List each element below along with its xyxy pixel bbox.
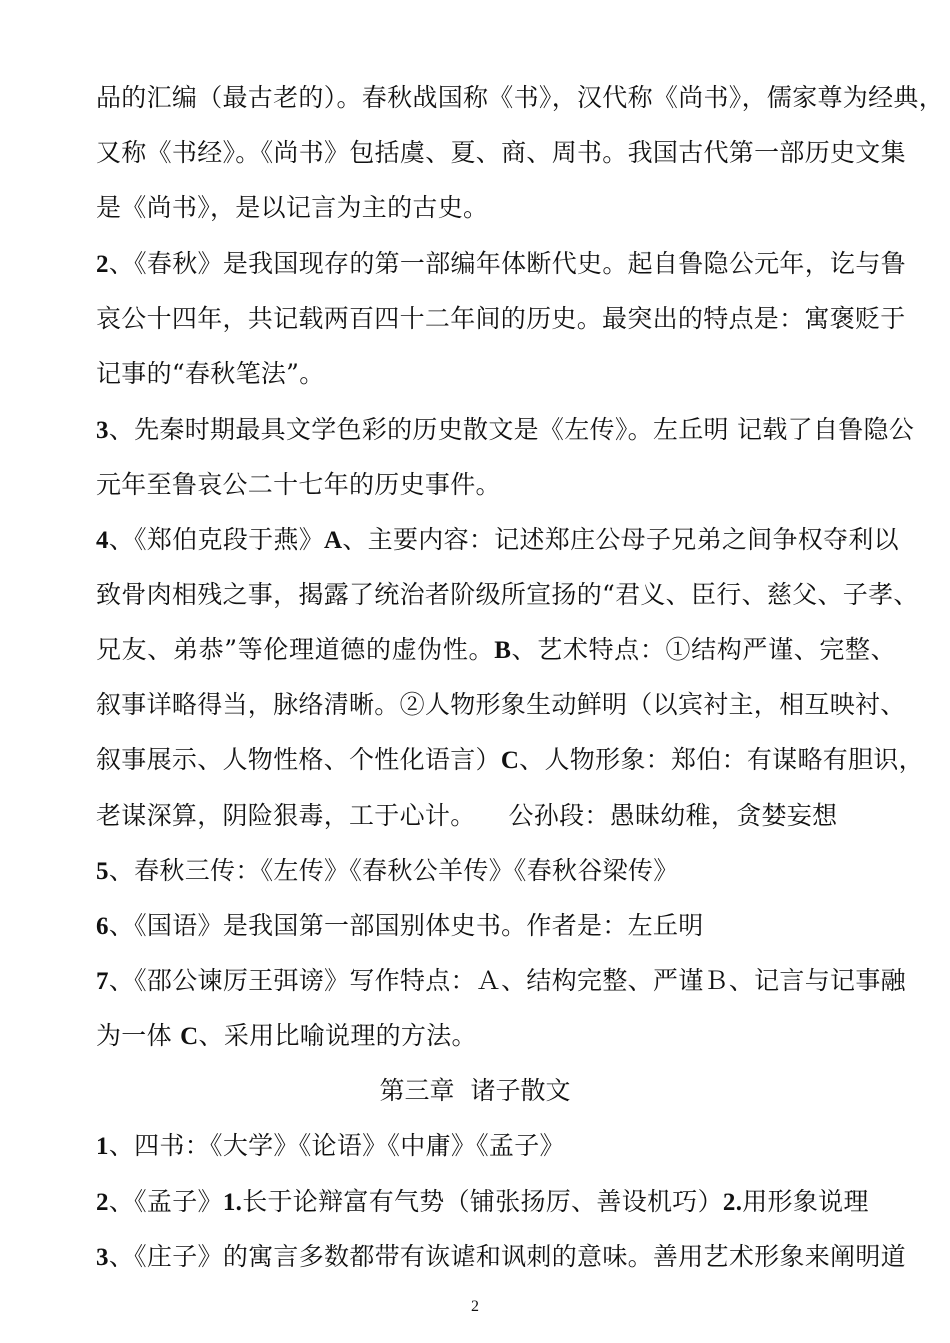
text-line: 致骨肉相残之事，揭露了统治者阶级所宣扬的“君义、臣行、慈父、子孝、	[96, 580, 919, 609]
item-text: 用形象说理	[742, 1187, 869, 1216]
item-number: 3	[96, 1244, 109, 1271]
item-text: 、人物形象：郑伯：有谋略有胆识，	[519, 745, 924, 774]
page-number: 2	[471, 1298, 479, 1315]
item-text: 、四书：《大学》《论语》《中庸》《孟子》	[108, 1131, 565, 1160]
list-item-6	[96, 910, 896, 943]
item-text: 、《庄子》的寓言多数都带有诙谑和讽刺的意味。善用艺术形象来阐明道	[108, 1242, 906, 1271]
sub-number: 2.	[722, 1189, 743, 1216]
text-line: 老谋深算，阴险狠毒，工于心计。 公孙段：愚昧幼稚，贪婪妄想	[96, 801, 838, 830]
item-text: 兄友、弟恭”等伦理道德的虚伪性。	[96, 635, 495, 664]
text-line: 又称《书经》。《尚书》包括虞、夏、商、周书。我国古代第一部历史文集	[96, 138, 906, 167]
item-text: 长于论辩富有气势（铺张扬厉、善设机巧）	[242, 1187, 723, 1216]
item-text: 、先秦时期最具文学色彩的历史散文是《左传》。左丘明 记载了自鲁隐公	[108, 415, 915, 444]
list-item-ch3-2	[96, 1186, 896, 1219]
section-letter-b: B	[494, 637, 512, 664]
text-line: 是《尚书》，是以记言为主的古史。	[96, 193, 489, 222]
list-item-ch3-3	[96, 1241, 906, 1274]
list-item-3	[96, 414, 915, 447]
text-line	[96, 1020, 896, 1053]
chapter-title: 第三章 诸子散文	[379, 1076, 571, 1105]
item-text: 、艺术特点：①结构严谨、完整、	[511, 635, 896, 664]
list-item-5	[96, 855, 896, 888]
item-number: 4	[96, 527, 109, 554]
text-line: 哀公十四年，共记载两百四十二年间的历史。最突出的特点是：寓褒贬于	[96, 304, 906, 333]
text-line	[96, 634, 896, 667]
item-text: 、春秋三传：《左传》《春秋公羊传》《春秋谷梁传》	[108, 856, 679, 885]
list-item-7	[96, 965, 906, 998]
sub-number: 1.	[222, 1189, 243, 1216]
section-letter-c: C	[500, 747, 520, 774]
item-number: 1	[96, 1133, 109, 1160]
list-item-ch3-1	[96, 1130, 896, 1163]
item-number: 3	[96, 417, 109, 444]
item-text: 、《邵公谏厉王弭谤》写作特点：Ａ、结构完整、严谨Ｂ、记言与记事融	[108, 966, 906, 995]
item-text: 、采用比喻说理的方法。	[198, 1021, 477, 1050]
text-line: 记事的“春秋笔法”。	[96, 359, 325, 388]
item-text: 、《国语》是我国第一部国别体史书。作者是：左丘明	[108, 911, 704, 940]
item-number: 5	[96, 858, 109, 885]
item-number: 2	[96, 251, 109, 278]
list-item-2	[96, 248, 906, 281]
list-item-4	[96, 524, 899, 557]
text-line: 叙事详略得当，脉络清晰。②人物形象生动鲜明（以宾衬主，相互映衬、	[96, 690, 906, 719]
item-number: 2	[96, 1189, 109, 1216]
item-text: 、《春秋》是我国现存的第一部编年体断代史。起自鲁隐公元年，讫与鲁	[108, 249, 906, 278]
section-letter-a: A	[324, 527, 343, 554]
item-text: 、《孟子》	[108, 1187, 223, 1216]
item-text: 、《郑伯克段于燕》	[108, 525, 325, 554]
item-text: 为一体	[96, 1021, 181, 1050]
text-line: 品的汇编（最古老的）。春秋战国称《书》，汉代称《尚书》，儒家尊为经典，	[96, 83, 945, 112]
item-text: 叙事展示、人物性格、个性化语言）	[96, 745, 501, 774]
item-number: 6	[96, 913, 109, 940]
text-line	[96, 744, 924, 777]
section-letter-c: C	[180, 1023, 199, 1050]
item-text: 、主要内容：记述郑庄公母子兄弟之间争权夺利以	[342, 525, 899, 554]
item-number: 7	[96, 968, 109, 995]
text-line: 元年至鲁哀公二十七年的历史事件。	[96, 470, 501, 499]
